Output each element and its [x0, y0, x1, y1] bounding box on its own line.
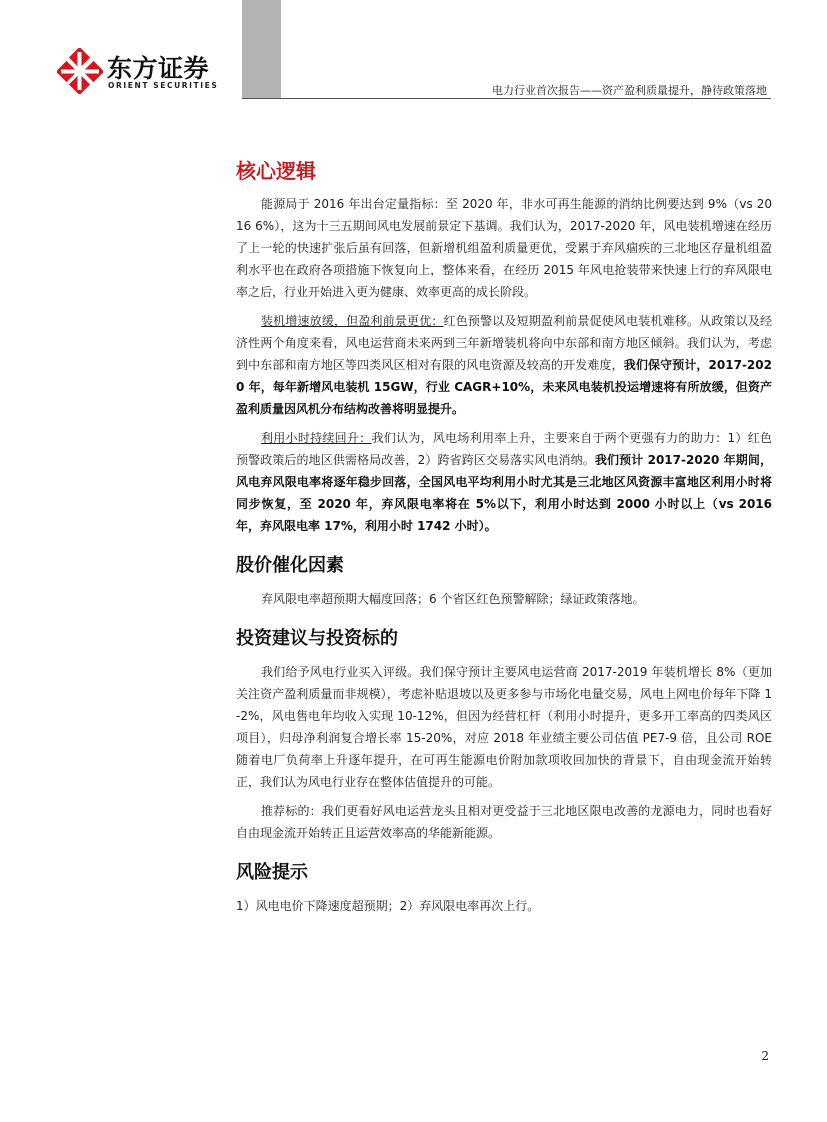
core-logic-p2-lead: 装机增速放缓，但盈利前景更优： — [261, 314, 444, 328]
core-logic-paragraph-2 — [236, 310, 772, 420]
core-logic-p3-text: 我们认为，风电场利用率上升，主要来自于两个更强有力的助力：1）红色预警政策后的地区供需格局改善，2）跨省跨区交易落实风电消纳。 — [236, 431, 772, 467]
core-logic-p3-bold: 我们预计 2017-2020 年期间，风电弃风限电率将逐年稳步回落，全国风电平均利用小时尤其是三北地区风资源丰富地区利用小时将同步恢复，至 2020 年，弃风限电率将在 5%以下，利用小时达到 2000 小时以上（vs 2016 年，弃风限电率 17%，利用小时 1742 小时）。 — [236, 453, 772, 533]
page-number: 2 — [761, 1049, 769, 1063]
header-divider — [242, 98, 771, 99]
section-title-risk: 风险提示 — [236, 862, 308, 883]
orient-securities-logo-icon — [57, 48, 103, 94]
core-logic-p2-text: 红色预警以及短期盈利前景促使风电装机难移。从政策以及经济性两个角度来看，风电运营商未来两到三年新增装机将向中东部和南方地区倾斜。我们认为，考虑到中东部和南方地区等四类风区相对有限的风电资源及较高的开发难度， — [236, 314, 772, 372]
logo-chinese-name: 东方证券 — [107, 54, 210, 83]
catalyst-paragraph: 弃风限电率超预期大幅度回落；6 个省区红色预警解除；绿证政策落地。 — [261, 592, 645, 606]
investment-paragraph-2: 推荐标的：我们更看好风电运营龙头且相对更受益于三北地区限电改善的龙源电力，同时也看好自由现金流开始转正且运营效率高的华能新能源。 — [236, 804, 772, 840]
section-title-catalyst: 股价催化因素 — [236, 555, 344, 576]
report-header-title: 电力行业首次报告——资产盈利质量提升，静待政策落地 — [492, 84, 767, 97]
section-title-core-logic: 核心逻辑 — [236, 159, 316, 183]
section-title-investment: 投资建议与投资标的 — [236, 628, 398, 649]
company-logo — [57, 48, 237, 94]
header-gray-tab — [242, 0, 281, 98]
core-logic-p3-lead: 利用小时持续回升： — [261, 431, 372, 445]
report-body — [236, 156, 772, 917]
core-logic-paragraph-3 — [236, 427, 772, 537]
risk-paragraph: 1）风电电价下降速度超预期；2）弃风限电率再次上行。 — [236, 899, 540, 913]
investment-paragraph-1: 我们给予风电行业买入评级。我们保守预计主要风电运营商 2017-2019 年装机增长 8%（更加关注资产盈利质量而非规模），考虑补贴退坡以及更多参与市场化电量交易，风电上网电价每年下降 1-2%，风电售电年均收入实现 10-12%，但因为经营杠杆（利用小时提升，更多开工率高的四类风区项目），归母净利润复合增长率 15-20%，对应 2018 年业绩主要公司估值 PE7-9 倍，且公司 ROE 随着电厂负荷率上升逐年提升，在可再生能源电价附加款项收回加快的背景下，自由现金流开始转正，我们认为风电行业存在整体估值提升的可能。 — [236, 665, 772, 789]
logo-english-name: ORIENT SECURITIES — [108, 81, 219, 90]
core-logic-p2-bold: 我们保守预计，2017-2020 年，每年新增风电装机 15GW，行业 CAGR+10%，未来风电装机投运增速将有所放缓，但资产盈利质量因风机分布结构改善将明显提升。 — [236, 358, 772, 416]
core-logic-paragraph-1: 能源局于 2016 年出台定量指标：至 2020 年，非水可再生能源的消纳比例要达到 9%（vs 2016 6%），这为十三五期间风电发展前景定下基调。我们认为，2017-2020 年，风电装机增速在经历了上一轮的快速扩张后虽有回落，但新增机组盈利质量更优，受累于弃风痼疾的三北地区存量机组盈利水平也在政府各项措施下恢复向上，整体来看，在经历 2015 年风电抢装带来快速上行的弃风限电率之后，行业开始进入更为健康、效率更高的成长阶段。 — [236, 197, 772, 299]
